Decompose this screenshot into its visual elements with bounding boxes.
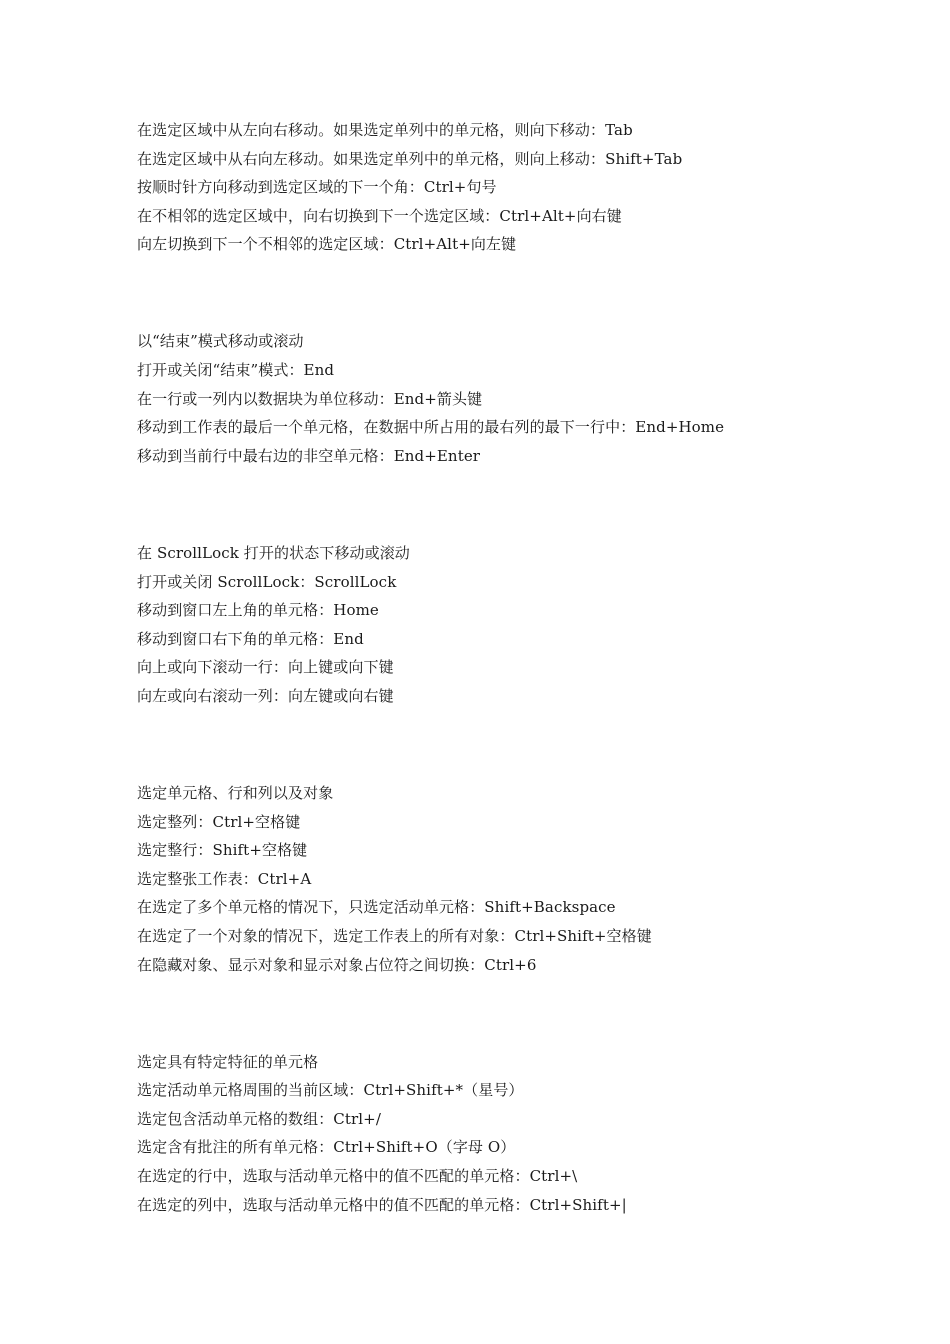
text-line: 向左或向右滚动一列：向左键或向右键 xyxy=(137,686,394,705)
section-selection-navigation xyxy=(137,116,927,259)
section-spacer xyxy=(137,470,927,539)
text-line: 打开或关闭“结束”模式：End xyxy=(137,361,335,380)
section-spacer xyxy=(137,979,927,1048)
text-line: 按顺时针方向移动到选定区域的下一个角：Ctrl+句号 xyxy=(137,178,497,197)
text-line: 向上或向下滚动一行：向上键或向下键 xyxy=(137,658,394,677)
section-heading: 选定单元格、行和列以及对象 xyxy=(137,784,334,802)
text-line: 在隐藏对象、显示对象和显示对象占位符之间切换：Ctrl+6 xyxy=(137,955,537,974)
text-line: 打开或关闭 ScrollLock：ScrollLock xyxy=(137,572,397,591)
text-line: 在不相邻的选定区域中，向右切换到下一个选定区域：Ctrl+Alt+向右键 xyxy=(137,206,622,225)
text-line: 在选定区域中从右向左移动。如果选定单列中的单元格，则向上移动：Shift+Tab xyxy=(137,149,683,168)
text-line: 选定整张工作表：Ctrl+A xyxy=(137,869,312,888)
section-select-cells-rows-columns xyxy=(137,779,927,979)
text-line: 在一行或一列内以数据块为单位移动：End+箭头键 xyxy=(137,389,483,408)
text-line: 移动到窗口右下角的单元格：End xyxy=(137,629,364,648)
text-line: 选定活动单元格周围的当前区域：Ctrl+Shift+*（星号） xyxy=(137,1081,524,1100)
section-spacer xyxy=(137,711,927,780)
document-page xyxy=(137,116,927,1219)
text-line: 在选定的行中，选取与活动单元格中的值不匹配的单元格：Ctrl+\ xyxy=(137,1167,578,1186)
text-line: 选定包含活动单元格的数组：Ctrl+/ xyxy=(137,1109,381,1128)
section-heading: 在 ScrollLock 打开的状态下移动或滚动 xyxy=(137,543,410,562)
text-line: 选定含有批注的所有单元格：Ctrl+Shift+O（字母 O） xyxy=(137,1138,516,1157)
text-line: 在选定了一个对象的情况下，选定工作表上的所有对象：Ctrl+Shift+空格键 xyxy=(137,926,652,945)
text-line: 选定整列：Ctrl+空格键 xyxy=(137,812,301,831)
text-line: 移动到工作表的最后一个单元格，在数据中所占用的最右列的最下一行中：End+Home xyxy=(137,418,725,437)
section-end-mode xyxy=(137,327,927,470)
text-line: 选定整行：Shift+空格键 xyxy=(137,841,308,860)
text-line: 在选定了多个单元格的情况下，只选定活动单元格：Shift+Backspace xyxy=(137,898,616,917)
section-heading: 选定具有特定特征的单元格 xyxy=(137,1052,319,1071)
text-line: 在选定区域中从左向右移动。如果选定单列中的单元格，则向下移动：Tab xyxy=(137,121,633,139)
text-line: 向左切换到下一个不相邻的选定区域：Ctrl+Alt+向左键 xyxy=(137,235,517,254)
text-line: 移动到窗口左上角的单元格：Home xyxy=(137,601,379,620)
section-heading: 以“结束”模式移动或滚动 xyxy=(137,332,304,351)
section-spacer xyxy=(137,259,927,328)
section-scrolllock xyxy=(137,539,927,711)
section-select-special-cells xyxy=(137,1048,927,1220)
text-line: 移动到当前行中最右边的非空单元格：End+Enter xyxy=(137,446,481,465)
text-line: 在选定的列中，选取与活动单元格中的值不匹配的单元格：Ctrl+Shift+| xyxy=(137,1195,627,1214)
